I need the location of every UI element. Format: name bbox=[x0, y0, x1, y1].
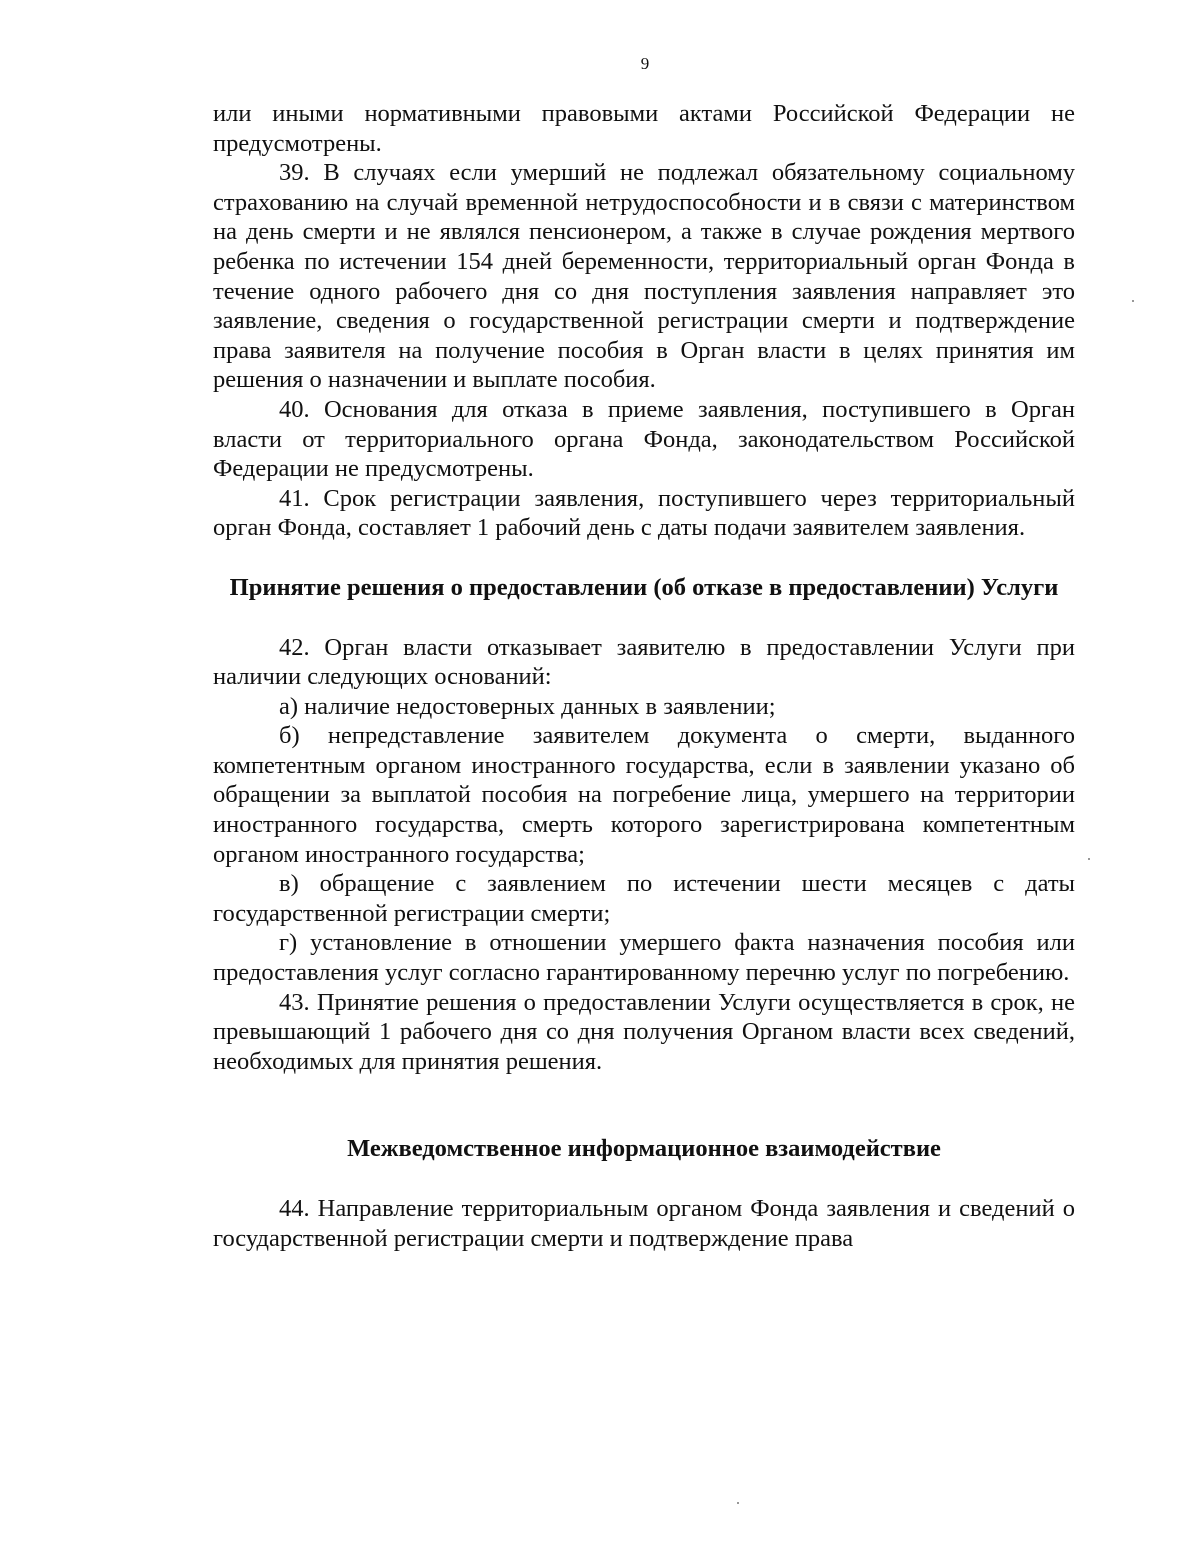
list-item-a: а) наличие недостоверных данных в заявлении; bbox=[279, 692, 776, 720]
scan-speck bbox=[1088, 858, 1090, 860]
paragraph-43: 43. Принятие решения о предоставлении Услуги осуществляется в срок, не превышающий 1 рабочего дня со дня получения Органом власти всех сведений, необходимых для принятия решения. bbox=[213, 988, 1075, 1075]
paragraph-44: 44. Направление территориальным органом Фонда заявления и сведений о государственной регистрации смерти и подтверждение права bbox=[213, 1195, 1075, 1252]
paragraph-39: 39. В случаях если умерший не подлежал обязательному социальному страхованию на случай временной нетрудоспособности и в связи с материнством на день смерти и не являлся пенсионером, а также в случае рождения мертвого ребенка по истечении 154 дней беременности, территориальный орган Фонда в течение одного рабочего дня со дня поступления заявления направляет это заявление, сведения о государственной регистрации смерти и подтверждение права заявителя на получение пособия в Орган власти в целях принятия им решения о назначении и выплате пособия. bbox=[213, 159, 1075, 394]
paragraph-40: 40. Основания для отказа в приеме заявления, поступившего в Орган власти от территориального органа Фонда, законодательством Российской Федерации не предусмотрены. bbox=[213, 395, 1075, 483]
paragraph-41: 41. Срок регистрации заявления, поступившего через территориальный орган Фонда, составляет 1 рабочий день с даты подачи заявителем заявления. bbox=[213, 484, 1075, 542]
section-heading-decision: Принятие решения о предоставлении (об отказе в предоставлении) Услуги bbox=[229, 573, 1059, 601]
paragraph-42: 42. Орган власти отказывает заявителю в предоставлении Услуги при наличии следующих оснований: bbox=[213, 633, 1075, 691]
list-item-v: в) обращение с заявлением по истечении шести месяцев с даты государственной регистрации смерти; bbox=[213, 870, 1075, 927]
scan-speck bbox=[1132, 300, 1134, 302]
paragraph-continuation: или иными нормативными правовыми актами Российской Федерации не предусмотрены. bbox=[213, 100, 1075, 157]
list-item-b: б) непредставление заявителем документа о смерти, выданного компетентным органом иностранного государства, если в заявлении указано об обращении за выплатой пособия на погребение лица, умершего на территории иностранного государства, смерть которого зарегистрирована компетентным органом иностранного государства; bbox=[213, 722, 1075, 868]
scan-speck bbox=[737, 1502, 739, 1504]
list-item-g: г) установление в отношении умершего факта назначения пособия или предоставления услуг согласно гарантированному перечню услуг по погребению. bbox=[213, 929, 1075, 987]
page-number: 9 bbox=[640, 54, 650, 73]
section-heading-interaction: Межведомственное информационное взаимодействие bbox=[347, 1135, 941, 1163]
document-body bbox=[213, 99, 1075, 1253]
